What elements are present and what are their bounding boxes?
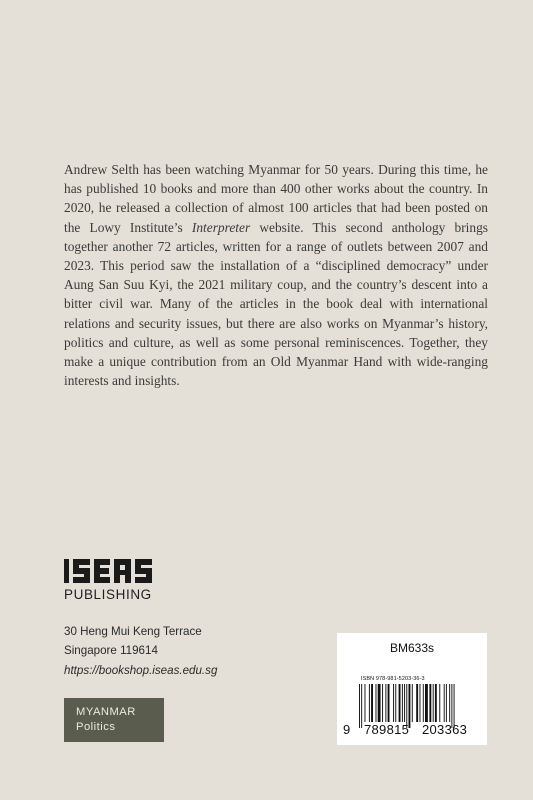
barcode-bar <box>416 684 418 722</box>
back-cover-blurb <box>64 160 488 390</box>
barcode-bar <box>378 684 381 722</box>
blurb-text-1: Andrew Selth has been watching Myanmar for 50 years. During this time, he has published 10 books and more than 400 other works about the country. In 2020, he released a collection of almost 100 articles that had been posted on the Lowy Institute’s <box>64 162 488 235</box>
barcode-bar <box>420 684 421 722</box>
publisher-address <box>64 622 217 680</box>
category-line-1: MYANMAR <box>76 706 136 718</box>
barcode-bar <box>402 684 403 722</box>
barcode-bar <box>365 684 366 722</box>
barcode-bar <box>404 684 405 722</box>
barcode-digit-first: 9 <box>343 722 351 737</box>
barcode-bar <box>369 684 370 722</box>
stock-code: BM633s <box>389 641 435 655</box>
isbn-label: ISBN 978-981-5203-36-3 <box>361 676 425 682</box>
category-label <box>64 698 164 742</box>
barcode-bar <box>361 684 362 728</box>
barcode-bar <box>371 684 373 722</box>
publisher-subtitle: PUBLISHING <box>64 587 152 602</box>
barcode-sticker <box>337 633 487 745</box>
bookshop-url: https://bookshop.iseas.edu.sg <box>64 663 218 677</box>
blurb-text-2: website. This second anthology brings together another 72 articles, written for a range of outlets between 2007 and 2023. This period saw the installation of a “disciplined democracy” under Aung San Suu Kyi, the 2021 military coup, and the country’s descent into a bitter civil war. Many of the articles in the book deal with international relations and security issues, but there are also works on Myanmar’s history, politics and culture, as well as some personal reminiscences. Together, they make a unique contribution from an Old Myanmar Hand with wide-ranging interests and insights. <box>64 219 488 389</box>
barcode-bar <box>449 684 450 722</box>
barcode-bar <box>433 684 434 722</box>
barcode-bar <box>444 684 445 722</box>
iseas-logo <box>64 558 152 584</box>
barcode-bar <box>439 684 440 722</box>
barcode-digits-left: 789815 <box>364 722 410 737</box>
barcode-bar <box>388 684 390 722</box>
barcode-bar <box>385 684 386 722</box>
barcode-bar <box>393 684 394 722</box>
barcode-bar <box>429 684 431 722</box>
barcode-bar <box>382 684 383 722</box>
barcode-bar <box>399 684 401 722</box>
category-line-2: Politics <box>76 721 116 733</box>
blurb-italic-title: Interpreter <box>191 219 251 235</box>
barcode-bar <box>423 684 424 722</box>
barcode-bar <box>446 684 447 722</box>
barcode-bar <box>376 684 377 722</box>
publisher-block <box>64 558 152 602</box>
address-line-2: Singapore 119614 <box>64 644 158 658</box>
barcode-bar <box>425 684 428 722</box>
barcode-bar <box>435 684 437 722</box>
address-line-1: 30 Heng Mui Keng Terrace <box>64 625 202 638</box>
barcode-bar <box>412 684 413 722</box>
barcode-digits-right: 203363 <box>422 722 468 737</box>
barcode-bar <box>359 684 360 728</box>
barcode-bar <box>395 684 396 722</box>
blurb-paragraph <box>64 160 488 390</box>
